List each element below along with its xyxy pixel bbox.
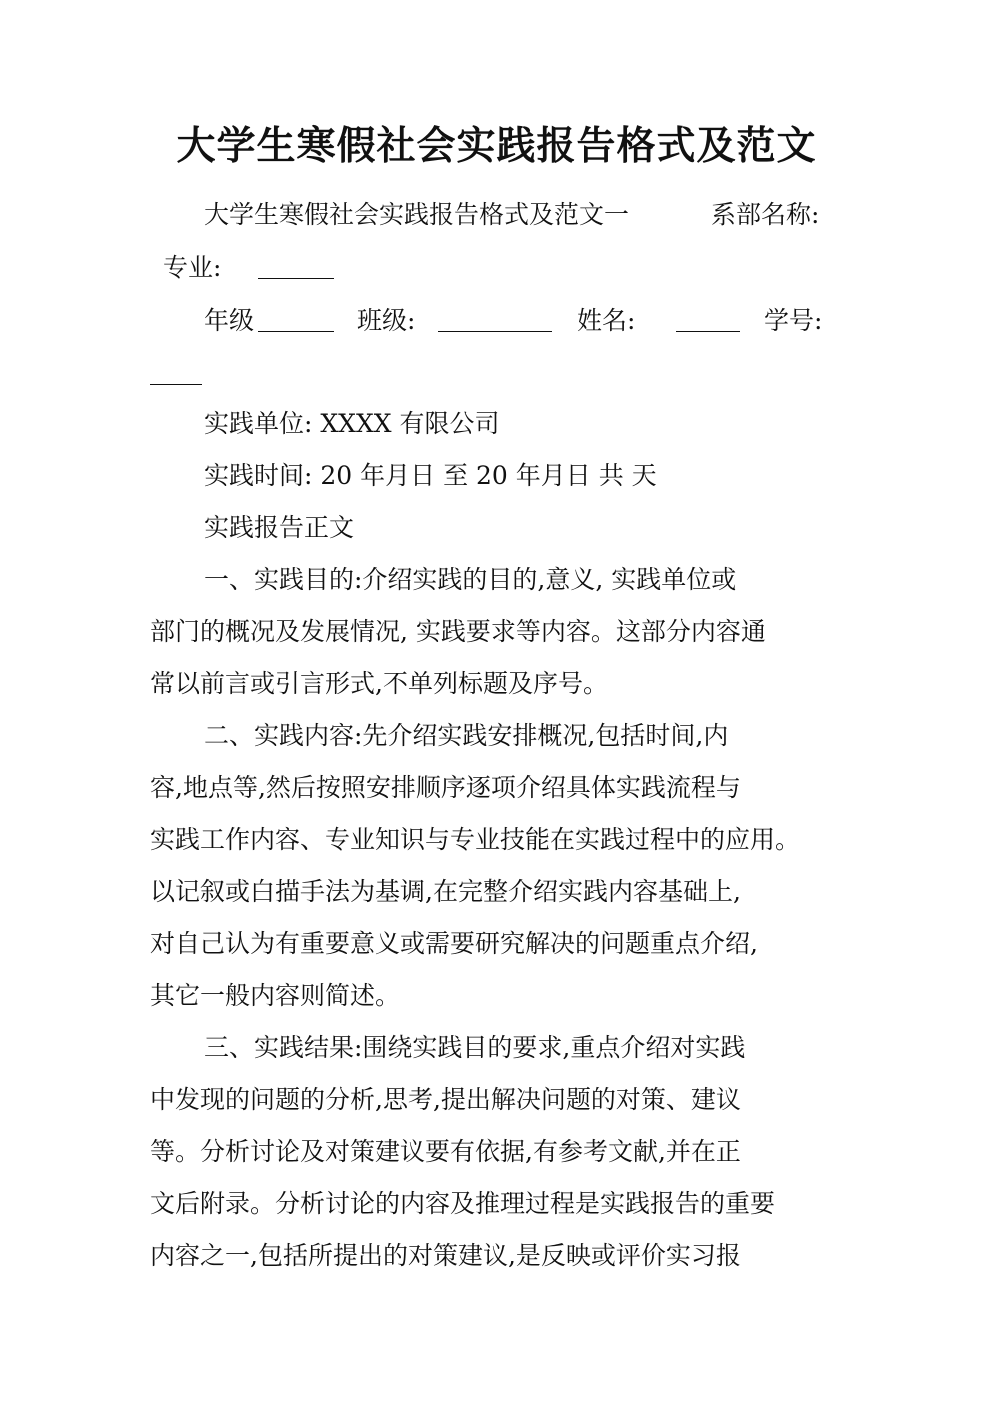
paragraph-line: 常以前言或引言形式,不单列标题及序号。 [150,669,608,698]
paragraph-line: 以记叙或白描手法为基调,在完整介绍实践内容基础上, [150,877,741,906]
paragraph-line: 文后附录。分析讨论的内容及推理过程是实践报告的重要 [150,1189,776,1218]
grade-label: 年级 [204,306,255,335]
name-label: 姓名: [577,306,636,335]
paragraph-line: 容,地点等,然后按照安排顺序逐项介绍具体实践流程与 [150,773,741,802]
major-blank [258,252,334,279]
id-blank [150,358,202,385]
paragraph-line: 对自己认为有重要意义或需要研究解决的问题重点介绍, [150,929,758,958]
paragraph-line: 内容之一,包括所提出的对策建议,是反映或评价实习报 [150,1241,741,1270]
major-label: 专业: [163,253,222,282]
time-line: 实践时间: 20 年月日 至 20 年月日 共 天 [204,461,657,490]
paragraph-line: 二、实践内容:先介绍实践安排概况,包括时间,内 [204,721,729,750]
paragraph-line: 一、实践目的:介绍实践的目的,意义, 实践单位或 [204,565,737,594]
id-label: 学号: [764,306,823,335]
paragraph-line: 实践工作内容、专业知识与专业技能在实践过程中的应用。 [150,825,801,854]
paragraph-line: 等。分析讨论及对策建议要有依据,有参考文献,并在正 [150,1137,741,1166]
paragraph-line: 三、实践结果:围绕实践目的要求,重点介绍对实践 [204,1033,746,1062]
paragraph-line: 部门的概况及发展情况, 实践要求等内容。这部分内容通 [150,617,766,646]
paragraph-line: 其它一般内容则简述。 [150,981,401,1010]
class-blank [438,305,552,332]
intro-line: 大学生寒假社会实践报告格式及范文一 [204,200,630,229]
document-title: 大学生寒假社会实践报告格式及范文 [176,123,817,169]
dept-label: 系部名称: [711,200,820,229]
unit-line: 实践单位: XXXX 有限公司 [204,409,500,438]
name-blank [676,305,740,332]
grade-blank [258,305,334,332]
class-label: 班级: [357,306,416,335]
body-heading: 实践报告正文 [204,513,355,542]
paragraph-line: 中发现的问题的分析,思考,提出解决问题的对策、建议 [150,1085,741,1114]
